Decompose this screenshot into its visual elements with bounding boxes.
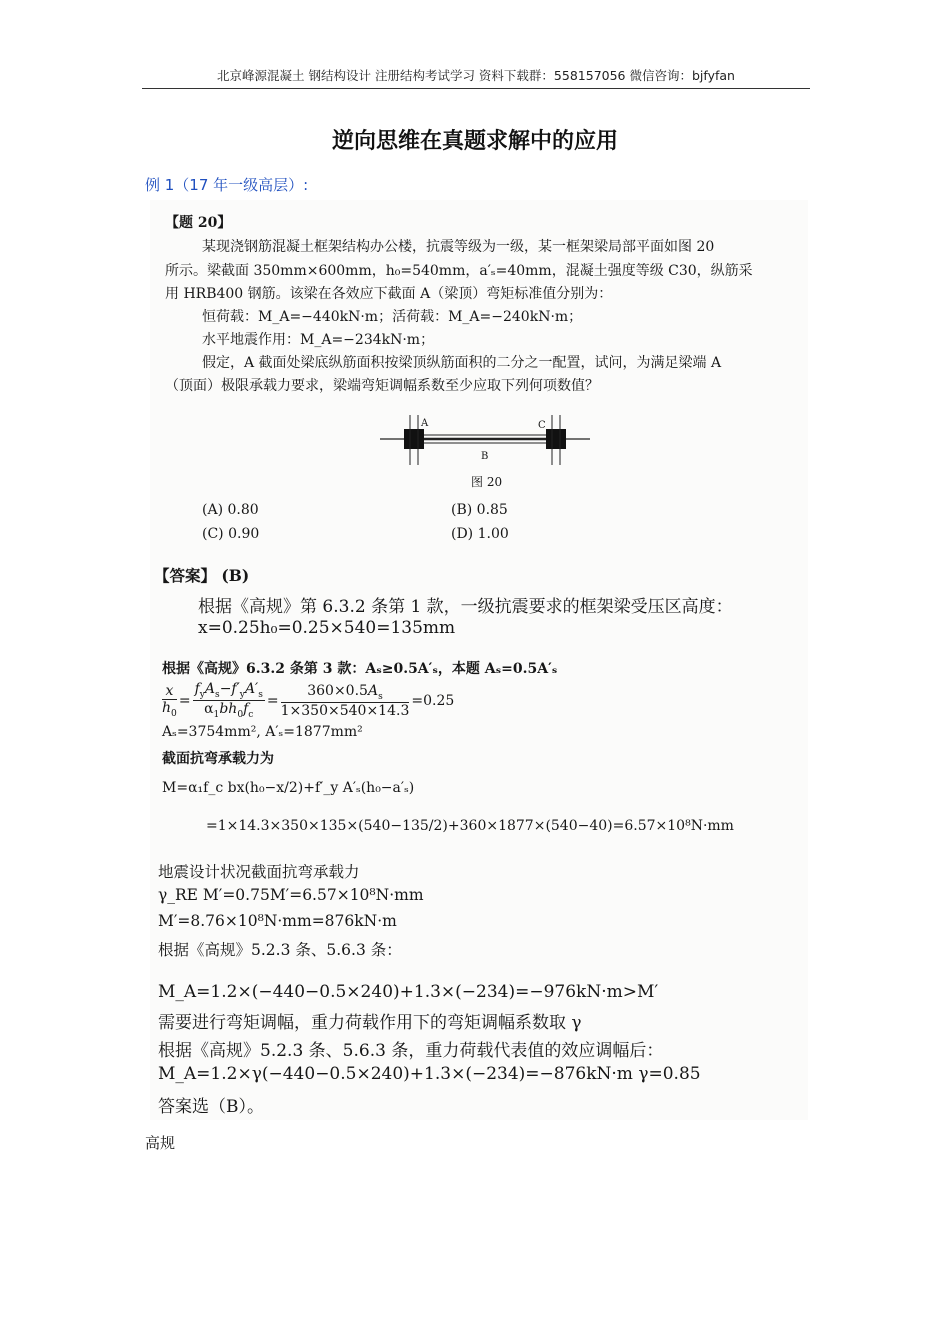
question-line-4: 恒荷载：M_A=−440kN·m；活荷载：M_A=−240kN·m； — [202, 309, 583, 325]
option-b: (B) 0.85 — [451, 502, 508, 518]
answer-line-16: M_A=1.2×γ(−440−0.5×240)+1.3×(−234)=−876kN·m γ=0.85 — [158, 1064, 701, 1084]
page-header: 北京峰源混凝土 钢结构设计 注册结构考试学习 资料下载群：558157056 微信咨询：bjfyfan — [217, 68, 735, 83]
example-label: 例 1（17 年一级高层）: — [145, 176, 309, 194]
question-line-1: 某现浇钢筋混凝土框架结构办公楼，抗震等级为一级，某一框架梁局部平面如图 20 — [202, 239, 715, 255]
figure-label-c: C — [538, 420, 546, 431]
option-a: (A) 0.80 — [202, 502, 259, 518]
answer-line-2: x=0.25h₀=0.25×540=135mm — [198, 618, 456, 638]
answer-line-13: M_A=1.2×(−440−0.5×240)+1.3×(−234)=−976kN·m>M′ — [158, 982, 659, 1002]
answer-line-12: 根据《高规》5.2.3 条、5.6.3 条： — [158, 941, 402, 959]
answer-line-6: 截面抗弯承载力为 — [162, 751, 274, 767]
fraction-force-balance: $\frac{f_yA_s-f'_yA'_s}{\alpha_1bh_0f_c}$ — [194, 681, 263, 721]
answer-line-8: =1×14.3×350×135×(540−135/2)+360×1877×(540−40)=6.57×10⁸N·mm — [206, 818, 734, 834]
question-line-2: 所示。梁截面 350mm×600mm，h₀=540mm，a′ₛ=40mm，混凝土强度等级 C30，纵筋采 — [165, 263, 753, 279]
answer-line-5: Aₛ=3754mm², A′ₛ=1877mm² — [162, 724, 363, 740]
question-line-5: 水平地震作用：M_A=−234kN·m； — [202, 332, 435, 348]
header-rule — [142, 88, 810, 89]
answer-line-17: 答案选（B）。 — [158, 1097, 264, 1117]
answer-line-1: 根据《高规》第 6.3.2 条第 1 款，一级抗震要求的框架梁受压区高度： — [198, 597, 733, 617]
figure-label-b: B — [481, 451, 489, 462]
answer-line-11: M′=8.76×10⁸N·mm=876kN·m — [158, 912, 397, 930]
answer-heading: 【答案】 (B) — [154, 566, 250, 585]
option-c: (C) 0.90 — [202, 526, 260, 542]
answer-line-15: 根据《高规》5.2.3 条、5.6.3 条，重力荷载代表值的效应调幅后： — [158, 1041, 664, 1061]
question-line-6: 假定，A 截面处梁底纵筋面积按梁顶纵筋面积的二分之一配置，试问，为满足梁端 A — [202, 355, 722, 371]
answer-line-3: 根据《高规》6.3.2 条第 3 款：Aₛ≥0.5A′ₛ，本题 Aₛ=0.5A′ₛ — [162, 661, 558, 677]
fraction-numeric: $\frac{360\times 0.5A_s}{1\times 350\times 540\times 14.3}$ — [280, 682, 410, 719]
answer-line-4-result: =0.25 — [411, 692, 455, 709]
question-heading: 【题 20】 — [165, 215, 232, 231]
option-d: (D) 1.00 — [451, 526, 509, 542]
question-line-7: （顶面）极限承载力要求，梁端弯矩调幅系数至少应取下列何项数值？ — [165, 378, 599, 394]
fraction-x-h0: $\frac{x}{h_0}$ — [162, 682, 177, 719]
answer-line-7: M=α₁f_c bx(h₀−x/2)+f′_y A′ₛ(h₀−a′ₛ) — [162, 780, 415, 796]
answer-line-9: 地震设计状况截面抗弯承载力 — [158, 863, 360, 881]
scanned-problem-image — [150, 200, 808, 1120]
page-title: 逆向思维在真题求解中的应用 — [331, 129, 618, 154]
answer-line-4: $\frac{x}{h_0}$ = $\frac{f_yA_s-f'_yA'_s}{\alpha_1bh_0f_c}$ = $\frac{360\times 0.5A_s}{1\times 350\times 540\times 14.3}$ =0.25 — [162, 681, 455, 721]
question-line-3: 用 HRB400 钢筋。该梁在各效应下截面 A（梁顶）弯矩标准值分别为： — [165, 286, 613, 302]
figure-caption: 图 20 — [471, 475, 503, 489]
answer-line-10: γ_RE M′=0.75M′=6.57×10⁸N·mm — [158, 886, 424, 904]
footer-note: 高规 — [145, 1134, 176, 1152]
figure-label-a: A — [421, 418, 429, 429]
answer-line-14: 需要进行弯矩调幅，重力荷载作用下的弯矩调幅系数取 γ — [158, 1013, 582, 1033]
